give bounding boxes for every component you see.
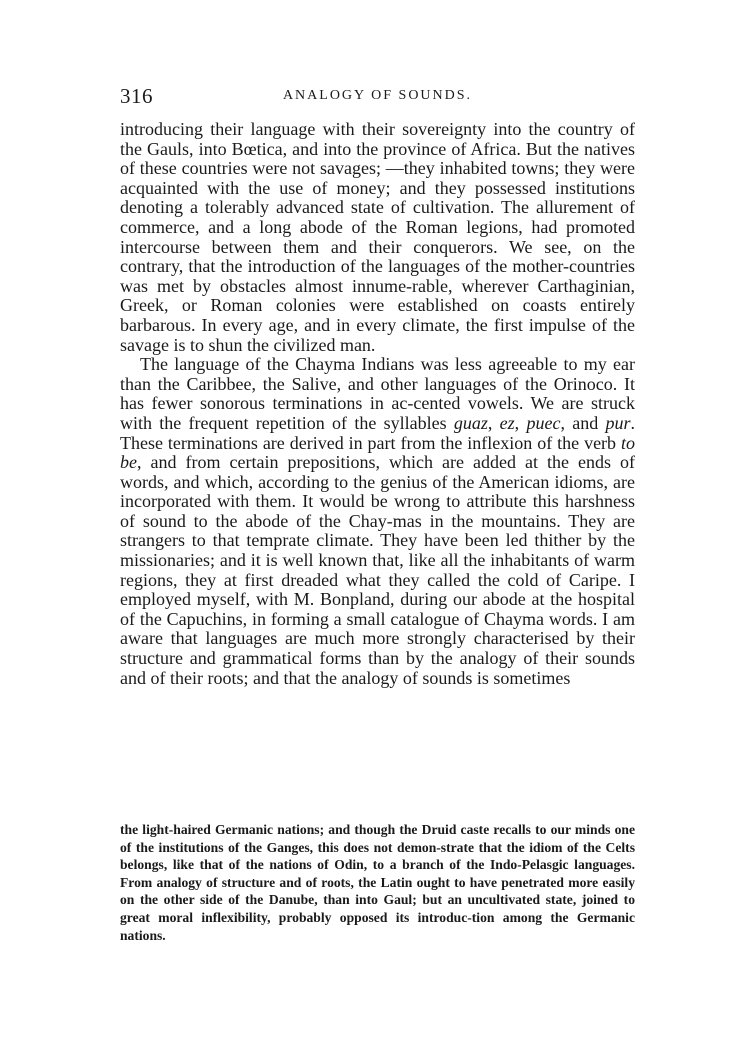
footnote (120, 821, 635, 944)
italic-term: to be (120, 432, 635, 473)
separator: , (514, 412, 527, 433)
paragraph-text: , and from certain prepositions, which are added at the ends of words, and which, according to the genius of the American idioms, are incorporated with them. It would be wrong to attribute this harshness of sound to the abode of the Chay-mas in the mountains. They are strangers to that temprate climate. They have been led thither by the missionaries; and it is well known that, like all the inhabitants of warm regions, they at first dreaded what they called the cold of Caripe. I employed myself, with M. Bonpland, during our abode at the hospital of the Capuchins, in forming a small catalogue of Chayma words. I am aware that languages are much more strongly characterised by their structure and grammatical forms than by the analogy of their sounds and of their roots; and that the analogy of sounds is sometimes (120, 452, 635, 688)
italic-term: puec (526, 412, 561, 433)
running-head (120, 84, 635, 108)
paragraph-chayma-language (120, 355, 635, 688)
italic-term: ez (499, 412, 515, 433)
italic-term: guaz (453, 412, 488, 433)
italic-term: pur (605, 412, 631, 433)
main-text (120, 120, 635, 688)
paragraph-text: . These terminations are derived in part from the inflexion of the verb (120, 412, 635, 453)
paragraph-continued: introducing their language with their sovereignty into the country of the Gauls, into Bœtica, and into the province of Africa. But the natives of these countries were not savages; —they inhabited towns; they were acquainted with the use of money; and they possessed institutions denoting a tolerably advanced state of cultivation. The allurement of commerce, and a long abode of the Roman legions, had promoted intercourse between them and their conquerors. We see, on the contrary, that the introduction of the languages of the mother-countries was met by obstacles almost innume-rable, wherever Carthaginian, Greek, or Roman colonies were established on coasts entirely barbarous. In every age, and in every climate, the first impulse of the savage is to shun the civilized man. (120, 119, 635, 355)
separator: , (487, 412, 500, 433)
separator: , and (560, 412, 606, 433)
page-number: 316 (120, 84, 153, 108)
running-title: ANALOGY OF SOUNDS. (282, 88, 473, 103)
paragraph-text: The language of the Chayma Indians was less agreeable to my ear than the Caribbee, the Salive, and other languages of the Orinoco. It has fewer sonorous terminations in ac-cented vowels. We are struck with the frequent repetition of the syllables (120, 354, 635, 433)
footnote-text: the light-haired Germanic nations; and though the Druid caste recalls to our minds one of the institutions of the Ganges, this does not demon-strate that the idiom of the Celts belongs, like that of the nations of Odin, to a branch of the Indo-Pelasgic languages. From analogy of structure and of roots, the Latin ought to have penetrated more easily on the other side of the Danube, than into Gaul; but an uncultivated state, joined to great moral inflexibility, probably opposed its introduc-tion among the Germanic nations. (120, 822, 635, 943)
